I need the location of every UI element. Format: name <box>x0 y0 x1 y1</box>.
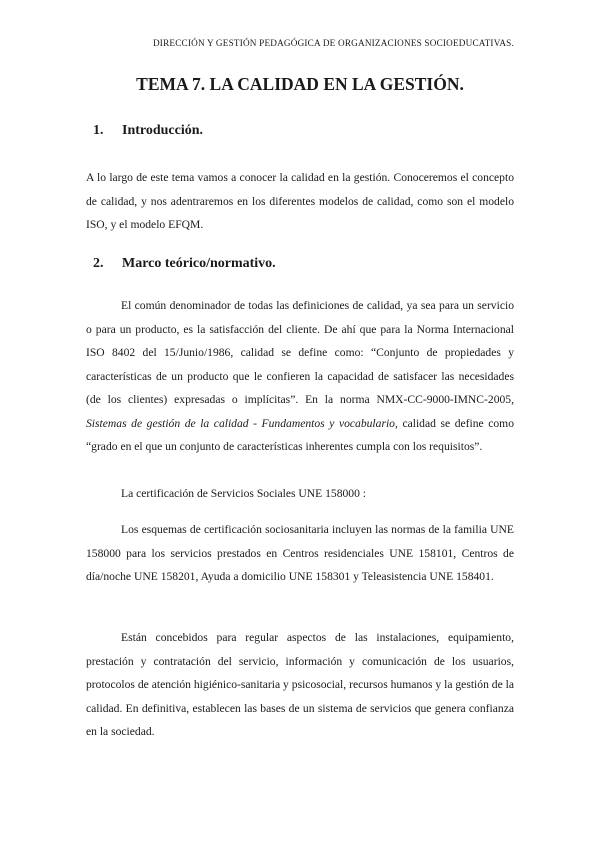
section-heading-introduccion <box>93 123 203 139</box>
section-heading-marco <box>93 256 276 272</box>
marco-paragraph-definitions <box>86 294 514 459</box>
esquemas-paragraph: Los esquemas de certificación sociosanitaria incluyen las normas de la familia UNE 158000 para los servicios prestados en Centros residenciales UNE 158101, Centros de día/noche UNE 158201, Ayuda a domicilio UNE 158301 y Teleasistencia UNE 158401. <box>86 523 514 583</box>
norm-title-italic: Sistemas de gestión de la calidad - Fundamentos y vocabulario <box>86 416 395 430</box>
running-header: DIRECCIÓN Y GESTIÓN PEDAGÓGICA DE ORGANIZACIONES SOCIOEDUCATIVAS. <box>152 38 514 48</box>
intro-paragraph: A lo largo de este tema vamos a conocer la calidad en la gestión. Conoceremos el concepto de calidad, y nos adentraremos en los diferentes modelos de calidad, como son el modelo ISO, y el modelo EFQM. <box>86 171 514 231</box>
section-number: 2. <box>93 256 104 271</box>
certification-line: La certificación de Servicios Sociales UNE 158000 : <box>121 487 367 500</box>
document-title: TEMA 7. LA CALIDAD EN LA GESTIÓN. <box>136 74 464 94</box>
paragraph-text: El común denominador de todas las definiciones de calidad, ya sea para un servicio o para un producto, es la satisfacción del cliente. De ahí que para la Norma Internacional ISO 8402 del 15/Junio/1986, calidad se define como: “Conjunto de propiedades y características de un producto que le confieren la capacidad de satisfacer las necesidades (de los clientes) expresadas o implícitas”. En la norma NMX-CC-9000-IMNC-2005, <box>86 299 514 406</box>
section-number: 1. <box>93 123 104 138</box>
paragraph-text: , calidad se define como “grado en el que un conjunto de características inherentes cumpla con los requisitos”. <box>86 416 514 453</box>
section-title: Introducción. <box>122 123 204 138</box>
section-title: Marco teórico/normativo. <box>122 256 276 271</box>
concebidos-paragraph: Están concebidos para regular aspectos de las instalaciones, equipamiento, prestación y contratación del servicio, información y comunicación de los usuarios, protocolos de atención higiénico-sanitaria y psicosocial, recursos humanos y la gestión de la calidad. En definitiva, establecen las bases de un sistema de servicios que genera confianza en la sociedad. <box>86 631 514 738</box>
